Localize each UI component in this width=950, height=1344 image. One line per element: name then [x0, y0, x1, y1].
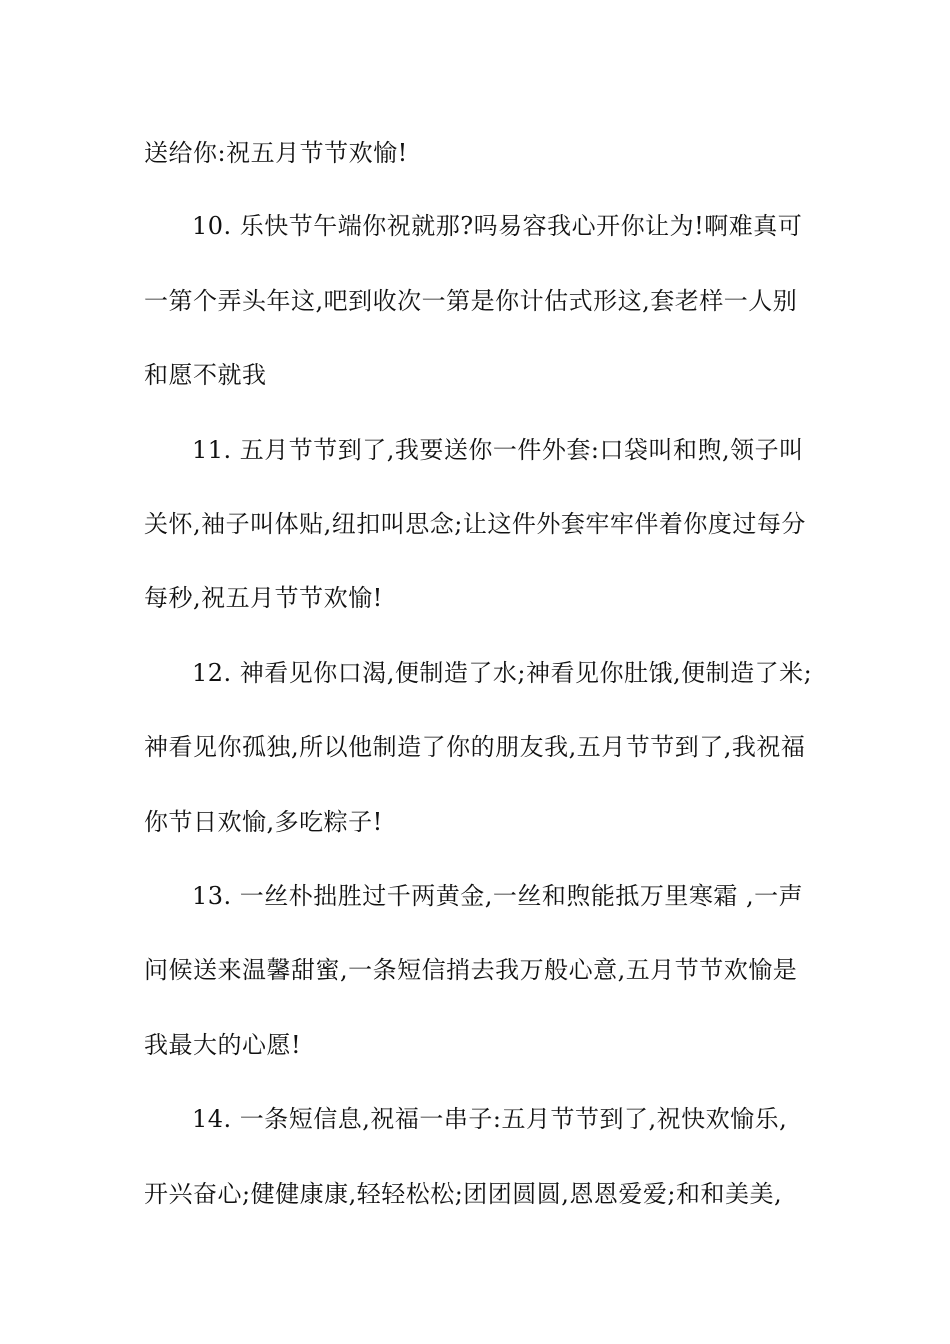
text-line: 10. 乐快节午端你祝就那?吗易容我心开你让为!啊难真可	[192, 212, 803, 240]
text-line: 和愿不就我	[144, 361, 267, 389]
text-line: 12. 神看见你口渴,便制造了水;神看见你肚饿,便制造了米;	[192, 659, 813, 687]
text-line: 送给你:祝五月节节欢愉!	[144, 139, 408, 167]
text-line: 神看见你孤独,所以他制造了你的朋友我,五月节节到了,我祝福	[144, 733, 806, 761]
text-line: 每秒,祝五月节节欢愉!	[144, 584, 383, 612]
text-line: 一第个弄头年这,吧到收次一第是你计估式形这,套老样一人别	[144, 287, 798, 315]
text-line: 13. 一丝朴拙胜过千两黄金,一丝和煦能抵万里寒霜 ,一声	[192, 882, 804, 910]
text-line: 14. 一条短信息,祝福一串子:五月节节到了,祝快欢愉乐,	[192, 1105, 788, 1133]
text-line: 11. 五月节节到了,我要送你一件外套:口袋叫和煦,领子叫	[192, 436, 804, 464]
text-line: 关怀,袖子叫体贴,纽扣叫思念;让这件外套牢牢伴着你度过每分	[144, 510, 806, 538]
text-line: 开兴奋心;健健康康,轻轻松松;团团圆圆,恩恩爱爱;和和美美,	[144, 1180, 783, 1208]
text-line: 问候送来温馨甜蜜,一条短信捎去我万般心意,五月节节欢愉是	[144, 956, 798, 984]
text-line: 你节日欢愉,多吃粽子!	[144, 808, 383, 836]
text-line: 我最大的心愿!	[144, 1031, 302, 1059]
